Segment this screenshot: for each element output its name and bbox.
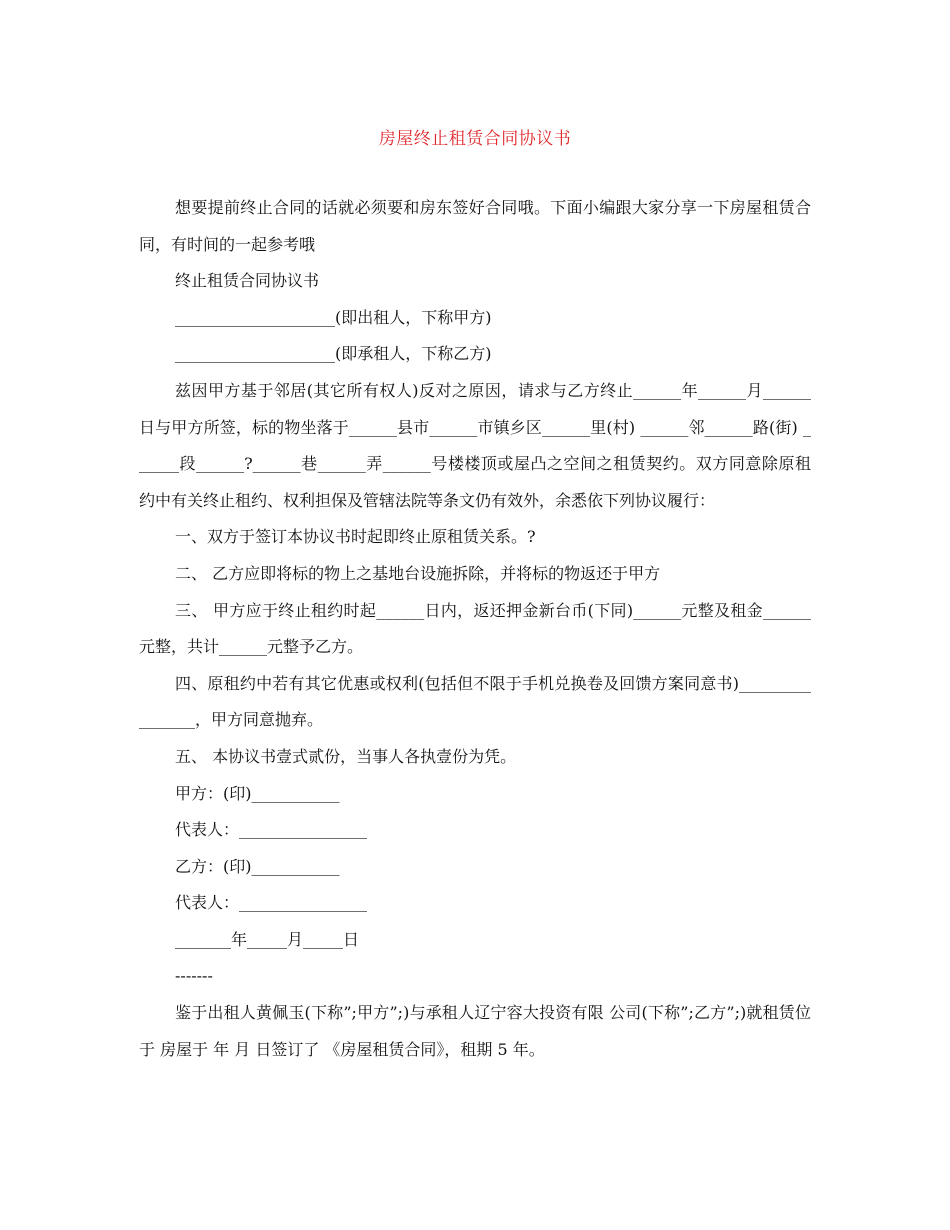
document-title: 房屋终止租赁合同协议书 bbox=[378, 129, 572, 149]
clause-5: 五、 本协议书壹式贰份，当事人各执壹份为凭。 bbox=[175, 746, 517, 766]
party-b-representative: 代表人：________________ bbox=[175, 893, 368, 913]
date-line: _______年_____月_____日 bbox=[175, 929, 360, 949]
party-b-line: ____________________(即承租人，下称乙方) bbox=[175, 344, 492, 364]
party-a-representative: 代表人：________________ bbox=[175, 820, 368, 840]
party-a-line: ____________________(即出租人，下称甲方) bbox=[175, 307, 492, 327]
party-a-signature: 甲方：(印)___________ bbox=[175, 783, 340, 803]
document-body bbox=[139, 190, 811, 1068]
intro-paragraph: 想要提前终止合同的话就必须要和房东签好合同哦。下面小编跟大家分享一下房屋租赁合同，有时间的一起参考哦 bbox=[139, 198, 811, 254]
clause-1: 一、双方于签订本协议书时起即终止原租赁关系。? bbox=[175, 527, 536, 547]
party-b-signature: 乙方：(印)___________ bbox=[175, 856, 340, 876]
separator-line: ------- bbox=[175, 966, 213, 986]
second-contract-paragraph: 鉴于出租人黄佩玉(下称”;甲方”;)与承租人辽宁容大投资有限 公司(下称”;乙方”;)就租赁位于 房屋于 年 月 日签订了 《房屋租赁合同》，租期 5 年。 bbox=[139, 1003, 811, 1059]
recital-paragraph: 兹因甲方基于邻居(其它所有权人)反对之原因，请求与乙方终止______年______月______日与甲方所签，标的物坐落于______县市______市镇乡区______里(村) ______邻______路(街) ______段______?______巷______弄______号楼楼顶或屋凸之空间之租赁契约。双方同意除原租约中有关终止租约、权利担保及管辖法院等条文仍有效外，余悉依下列协议履行： bbox=[139, 380, 811, 510]
agreement-subtitle: 终止租赁合同协议书 bbox=[175, 271, 320, 291]
clause-2: 二、 乙方应即将标的物上之基地台设施拆除，并将标的物返还于甲方 bbox=[175, 563, 661, 583]
clause-3: 三、 甲方应于终止租约时起______日内，返还押金新台币(下同)______元整及租金______元整，共计______元整予乙方。 bbox=[139, 600, 811, 657]
clause-4: 四、原租约中若有其它优惠或权利(包括但不限于手机兑换卷及回馈方案同意书)________________，甲方同意抛弃。 bbox=[139, 673, 811, 730]
